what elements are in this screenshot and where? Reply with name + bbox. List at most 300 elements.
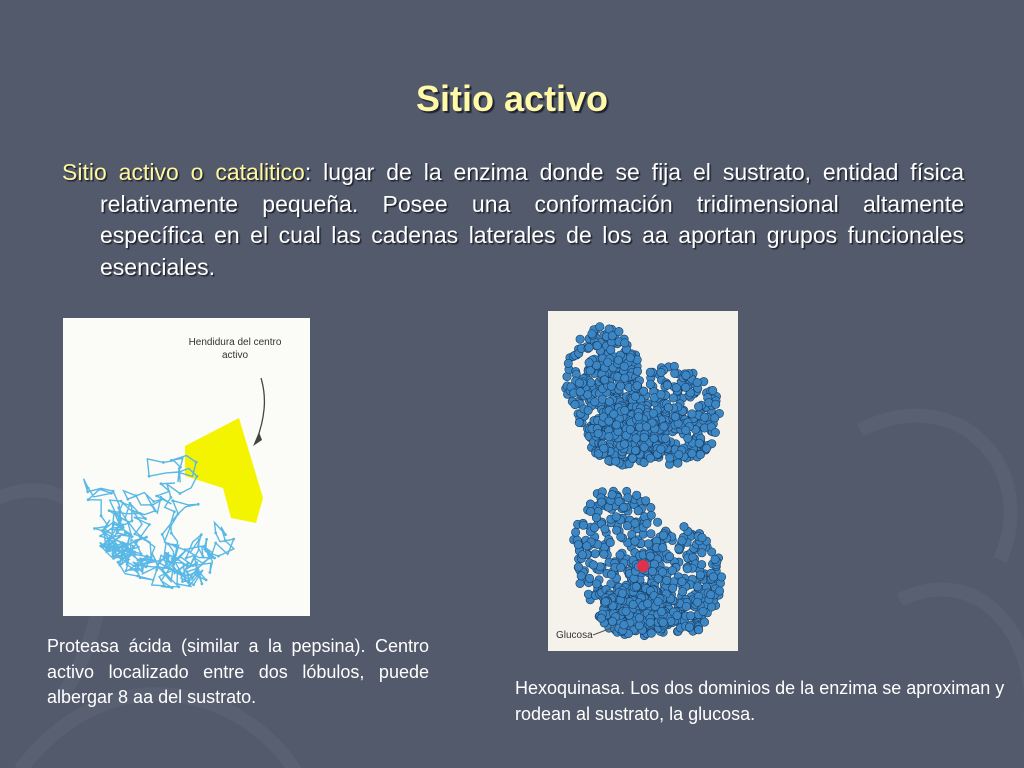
atom-sphere	[650, 434, 658, 442]
atom-sphere	[648, 567, 656, 575]
residue-node	[171, 499, 174, 502]
atom-sphere	[643, 520, 651, 528]
residue-node	[159, 496, 162, 499]
atom-sphere	[589, 561, 597, 569]
atom-sphere	[653, 518, 661, 526]
residue-node	[117, 506, 120, 509]
residue-node	[176, 583, 179, 586]
atom-sphere	[671, 413, 679, 421]
residue-node	[118, 563, 121, 566]
residue-node	[140, 553, 143, 556]
atom-sphere	[585, 574, 593, 582]
residue-node	[185, 557, 188, 560]
atom-sphere	[575, 379, 583, 387]
residue-node	[208, 557, 211, 560]
residue-node	[171, 557, 174, 560]
atom-sphere	[583, 542, 591, 550]
residue-node	[162, 558, 165, 561]
residue-node	[214, 542, 217, 545]
atom-sphere	[605, 433, 613, 441]
definition-term: Sitio activo o catalitico	[62, 159, 305, 185]
glucose-molecule	[637, 560, 649, 572]
residue-node	[134, 553, 137, 556]
protease-trace-diagram	[63, 318, 310, 616]
residue-node	[142, 563, 145, 566]
residue-node	[108, 509, 111, 512]
atom-sphere	[571, 528, 579, 536]
residue-node	[130, 535, 133, 538]
atom-sphere	[711, 414, 719, 422]
atom-sphere	[659, 618, 667, 626]
residue-node	[168, 567, 171, 570]
residue-node	[139, 576, 142, 579]
residue-node	[111, 528, 114, 531]
atom-sphere	[658, 568, 666, 576]
active-site-cleft	[185, 418, 263, 523]
hexokinase-caption: Hexoquinasa. Los dos dominios de la enzima se aproximan y rodean al sustrato, la glucosa.	[515, 678, 1005, 724]
residue-node	[192, 564, 195, 567]
definition-paragraph	[62, 157, 964, 283]
atom-sphere	[623, 522, 631, 530]
atom-sphere	[646, 552, 654, 560]
residue-node	[194, 557, 197, 560]
atom-sphere	[607, 382, 615, 390]
atom-sphere	[642, 423, 650, 431]
atom-sphere	[664, 403, 672, 411]
residue-node	[126, 498, 129, 501]
residue-node	[170, 532, 173, 535]
residue-node	[125, 569, 128, 572]
atom-sphere	[665, 552, 673, 560]
residue-node	[224, 539, 227, 542]
residue-node	[112, 555, 115, 558]
atom-sphere	[594, 429, 602, 437]
atom-sphere	[631, 392, 639, 400]
residue-node	[99, 535, 102, 538]
atom-sphere	[647, 629, 655, 637]
residue-node	[133, 533, 136, 536]
residue-node	[192, 583, 195, 586]
residue-node	[147, 561, 150, 564]
residue-node	[125, 543, 128, 546]
residue-node	[200, 533, 203, 536]
residue-node	[129, 502, 132, 505]
residue-node	[109, 535, 112, 538]
atom-sphere	[682, 383, 690, 391]
residue-node	[155, 569, 158, 572]
residue-node	[186, 565, 189, 568]
atom-sphere	[574, 541, 582, 549]
residue-node	[137, 546, 140, 549]
atom-sphere	[631, 537, 639, 545]
atom-sphere	[626, 354, 634, 362]
atom-sphere	[657, 368, 665, 376]
atom-sphere	[614, 356, 622, 364]
glucose-label: Glucosa	[556, 630, 593, 641]
atom-sphere	[585, 343, 593, 351]
residue-node	[136, 575, 139, 578]
residue-node	[123, 542, 126, 545]
residue-node	[214, 532, 217, 535]
atom-sphere	[604, 358, 612, 366]
atom-sphere	[707, 590, 715, 598]
atom-sphere	[668, 566, 676, 574]
residue-node	[126, 563, 129, 566]
residue-node	[202, 555, 205, 558]
atom-sphere	[640, 387, 648, 395]
residue-node	[209, 571, 212, 574]
residue-node	[178, 467, 181, 470]
residue-node	[169, 526, 172, 529]
atom-sphere	[682, 602, 690, 610]
atom-sphere	[606, 538, 614, 546]
atom-sphere	[709, 386, 717, 394]
atom-sphere	[711, 555, 719, 563]
residue-node	[114, 543, 117, 546]
atom-sphere	[585, 359, 593, 367]
atom-sphere	[591, 550, 599, 558]
atom-sphere	[644, 600, 652, 608]
residue-node	[122, 526, 125, 529]
atom-sphere	[698, 534, 706, 542]
residue-node	[213, 557, 216, 560]
residue-node	[137, 562, 140, 565]
residue-node	[173, 568, 176, 571]
residue-node	[112, 523, 115, 526]
atom-sphere	[672, 384, 680, 392]
atom-sphere	[693, 583, 701, 591]
atom-sphere	[588, 330, 596, 338]
atom-sphere	[631, 446, 639, 454]
atom-sphere	[575, 418, 583, 426]
residue-node	[161, 533, 164, 536]
residue-node	[165, 561, 168, 564]
atom-sphere	[577, 572, 585, 580]
atom-sphere	[712, 400, 720, 408]
atom-sphere	[657, 445, 665, 453]
atom-sphere	[646, 454, 654, 462]
atom-sphere	[698, 549, 706, 557]
residue-node	[186, 562, 189, 565]
atom-sphere	[673, 611, 681, 619]
residue-node	[160, 482, 163, 485]
residue-node	[145, 566, 148, 569]
atom-sphere	[607, 346, 615, 354]
atom-sphere	[663, 576, 671, 584]
residue-node	[137, 559, 140, 562]
residue-node	[112, 490, 115, 493]
atom-sphere	[622, 607, 630, 615]
residue-node	[195, 570, 198, 573]
atom-sphere	[587, 379, 595, 387]
atom-sphere	[600, 550, 608, 558]
atom-sphere	[564, 359, 572, 367]
residue-node	[217, 555, 220, 558]
atom-sphere	[621, 406, 629, 414]
residue-node	[146, 555, 149, 558]
atom-sphere	[685, 623, 693, 631]
atom-sphere	[590, 524, 598, 532]
residue-node	[122, 502, 125, 505]
atom-sphere	[633, 491, 641, 499]
hexokinase-spacefill-diagram	[548, 311, 738, 651]
residue-node	[119, 525, 122, 528]
residue-node	[174, 553, 177, 556]
residue-node	[167, 543, 170, 546]
residue-node	[188, 584, 191, 587]
atom-sphere	[640, 433, 648, 441]
atom-sphere	[687, 612, 695, 620]
residue-node	[201, 582, 204, 585]
atom-sphere	[675, 545, 683, 553]
residue-node	[131, 520, 134, 523]
residue-node	[191, 576, 194, 579]
residue-node	[172, 563, 175, 566]
atom-sphere	[593, 341, 601, 349]
atom-sphere	[682, 426, 690, 434]
atom-sphere	[591, 398, 599, 406]
residue-node	[165, 552, 168, 555]
residue-node	[170, 459, 173, 462]
residue-node	[177, 585, 180, 588]
atom-sphere	[646, 368, 654, 376]
residue-node	[198, 538, 201, 541]
residue-node	[173, 510, 176, 513]
residue-node	[181, 580, 184, 583]
residue-node	[196, 475, 199, 478]
residue-node	[117, 561, 120, 564]
residue-node	[152, 500, 155, 503]
atom-sphere	[586, 367, 594, 375]
atom-sphere	[696, 571, 704, 579]
atom-sphere	[586, 500, 594, 508]
atom-sphere	[711, 428, 719, 436]
atom-sphere	[612, 513, 620, 521]
residue-node	[162, 461, 165, 464]
atom-sphere	[631, 519, 639, 527]
residue-node	[87, 487, 90, 490]
atom-sphere	[634, 507, 642, 515]
atom-sphere	[715, 587, 723, 595]
atom-sphere	[601, 376, 609, 384]
residue-node	[116, 532, 119, 535]
protease-figure	[63, 318, 310, 616]
atom-sphere	[596, 323, 604, 331]
residue-node	[145, 536, 148, 539]
residue-node	[133, 551, 136, 554]
residue-node	[129, 533, 132, 536]
atom-sphere	[620, 621, 628, 629]
atom-sphere	[647, 511, 655, 519]
atom-sphere	[659, 531, 667, 539]
atom-sphere	[717, 573, 725, 581]
atom-sphere	[657, 607, 665, 615]
atom-sphere	[684, 434, 692, 442]
residue-node	[127, 521, 130, 524]
residue-node	[100, 515, 103, 518]
atom-sphere	[674, 459, 682, 467]
atom-sphere	[700, 413, 708, 421]
residue-node	[195, 561, 198, 564]
atom-sphere	[571, 400, 579, 408]
atom-sphere	[616, 382, 624, 390]
residue-node	[117, 550, 120, 553]
residue-node	[170, 496, 173, 499]
atom-sphere	[693, 378, 701, 386]
atom-sphere	[635, 622, 643, 630]
atom-sphere	[660, 422, 668, 430]
atom-sphere	[644, 540, 652, 548]
residue-node	[232, 538, 235, 541]
atom-sphere	[576, 388, 584, 396]
residue-node	[189, 565, 192, 568]
residue-node	[139, 512, 142, 515]
residue-node	[126, 561, 129, 564]
atom-sphere	[617, 563, 625, 571]
atom-sphere	[649, 409, 657, 417]
atom-sphere	[605, 397, 613, 405]
residue-node	[101, 546, 104, 549]
atom-sphere	[709, 573, 717, 581]
residue-node	[210, 555, 213, 558]
residue-node	[144, 517, 147, 520]
atom-sphere	[634, 413, 642, 421]
atom-sphere	[584, 406, 592, 414]
atom-sphere	[646, 380, 654, 388]
residue-node	[148, 475, 151, 478]
atom-sphere	[657, 390, 665, 398]
residue-node	[106, 548, 109, 551]
atom-sphere	[578, 551, 586, 559]
atom-sphere	[618, 589, 626, 597]
atom-sphere	[601, 598, 609, 606]
residue-node	[177, 558, 180, 561]
residue-node	[177, 513, 180, 516]
residue-node	[143, 538, 146, 541]
residue-node	[126, 558, 129, 561]
atom-sphere	[597, 614, 605, 622]
residue-node	[188, 578, 191, 581]
residue-node	[120, 500, 123, 503]
atom-sphere	[605, 417, 613, 425]
atom-sphere	[629, 600, 637, 608]
atom-sphere	[584, 391, 592, 399]
atom-sphere	[635, 614, 643, 622]
residue-node	[141, 569, 144, 572]
residue-node	[163, 584, 166, 587]
residue-node	[118, 535, 121, 538]
residue-node	[195, 461, 198, 464]
atom-sphere	[626, 425, 634, 433]
atom-sphere	[632, 434, 640, 442]
residue-node	[205, 579, 208, 582]
residue-node	[224, 533, 227, 536]
atom-sphere	[621, 374, 629, 382]
residue-node	[124, 531, 127, 534]
atom-sphere	[611, 457, 619, 465]
atom-sphere	[661, 434, 669, 442]
atom-sphere	[597, 498, 605, 506]
atom-sphere	[669, 394, 677, 402]
atom-sphere	[620, 440, 628, 448]
atom-sphere	[695, 439, 703, 447]
residue-node	[168, 555, 171, 558]
atom-sphere	[680, 522, 688, 530]
atom-sphere	[700, 618, 708, 626]
residue-node	[135, 494, 138, 497]
atom-sphere	[621, 339, 629, 347]
residue-node	[185, 570, 188, 573]
residue-node	[197, 503, 200, 506]
residue-node	[119, 519, 122, 522]
residue-node	[205, 538, 208, 541]
atom-sphere	[632, 583, 640, 591]
cleft-label: Hendidura del centro activo	[188, 337, 282, 361]
atom-sphere	[694, 402, 702, 410]
residue-node	[129, 551, 132, 554]
atom-sphere	[608, 617, 616, 625]
atom-sphere	[646, 618, 654, 626]
residue-node	[132, 510, 135, 513]
residue-node	[184, 576, 187, 579]
residue-node	[184, 548, 187, 551]
atom-sphere	[698, 560, 706, 568]
atom-sphere	[624, 494, 632, 502]
residue-node	[115, 513, 118, 516]
atom-sphere	[682, 371, 690, 379]
residue-node	[121, 545, 124, 548]
atom-sphere	[592, 513, 600, 521]
atom-sphere	[607, 570, 615, 578]
residue-node	[155, 495, 158, 498]
slide-title: Sitio activo	[415, 78, 609, 119]
atom-sphere	[620, 503, 628, 511]
residue-node	[171, 586, 174, 589]
atom-sphere	[671, 369, 679, 377]
residue-node	[157, 566, 160, 569]
atom-sphere	[601, 525, 609, 533]
atom-sphere	[628, 454, 636, 462]
atom-sphere	[654, 597, 662, 605]
residue-node	[150, 504, 153, 507]
atom-sphere	[695, 626, 703, 634]
residue-node	[103, 532, 106, 535]
definition-text: : lugar de la enzima donde se fija el sustrato, entidad física relativamente pequeña. Posee una conformación tridimensional altamente específica en el cual las cadenas laterales de los aa aportan grupos funcionales esenciales.	[100, 159, 964, 280]
atom-sphere	[615, 327, 623, 335]
pointer-arrow	[256, 378, 264, 442]
atom-sphere	[683, 565, 691, 573]
residue-node	[93, 527, 96, 530]
atom-sphere	[659, 544, 667, 552]
atom-sphere	[647, 530, 655, 538]
atom-sphere	[688, 449, 696, 457]
atom-sphere	[617, 533, 625, 541]
atom-sphere	[663, 381, 671, 389]
atom-sphere	[633, 367, 641, 375]
residue-node	[161, 568, 164, 571]
atom-sphere	[600, 444, 608, 452]
atom-sphere	[666, 454, 674, 462]
atom-sphere	[702, 444, 710, 452]
protease-caption: Proteasa ácida (similar a la pepsina). Centro activo localizado entre dos lóbulos, puede albergar 8 aa del sustrato.	[47, 636, 429, 707]
residue-node	[202, 545, 205, 548]
atom-sphere	[699, 607, 707, 615]
atom-sphere	[678, 537, 686, 545]
residue-node	[148, 523, 151, 526]
atom-sphere	[574, 563, 582, 571]
hexokinase-figure	[548, 311, 738, 651]
atom-sphere	[707, 603, 715, 611]
